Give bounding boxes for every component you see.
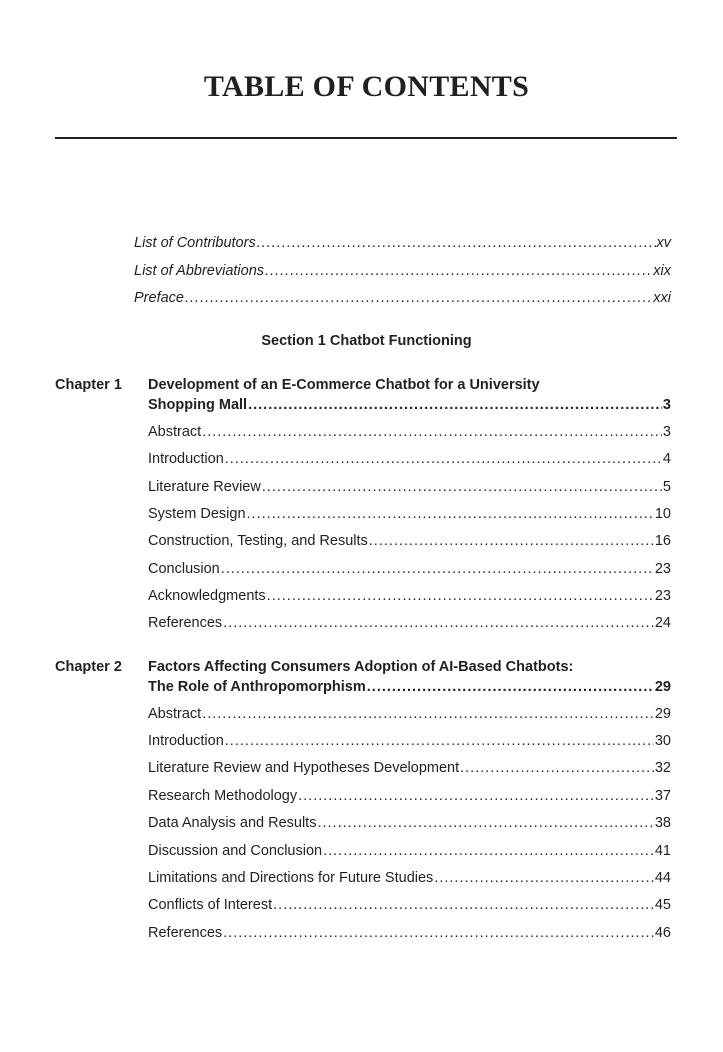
- title-divider: [55, 137, 677, 139]
- dot-leader: [248, 396, 662, 414]
- toc-entry-label: Research Methodology: [148, 788, 298, 804]
- dot-leader: [460, 759, 654, 777]
- chapter-title-text: Shopping Mall: [148, 397, 248, 413]
- toc-entry-abbreviations[interactable]: [134, 262, 671, 280]
- toc-entry-label: List of Contributors: [134, 235, 256, 251]
- dot-leader: [223, 924, 654, 942]
- chapter-title-line1[interactable]: Factors Affecting Consumers Adoption of AI-Based Chatbots:: [148, 659, 574, 675]
- toc-entry-label: Construction, Testing, and Results: [148, 533, 368, 549]
- chapter-page: 3: [662, 397, 671, 413]
- dot-leader: [185, 289, 652, 307]
- chapter-label: Chapter 2: [55, 659, 122, 675]
- toc-entry-label: System Design: [148, 506, 246, 522]
- toc-entry[interactable]: [148, 924, 671, 942]
- toc-entry-page: xxi: [653, 290, 671, 306]
- dot-leader: [273, 896, 654, 914]
- toc-entry-label: Abstract: [148, 424, 202, 440]
- toc-entry-page: 30: [654, 733, 671, 749]
- toc-entry-label: Preface: [134, 290, 184, 306]
- toc-entry[interactable]: [148, 423, 671, 441]
- toc-entry[interactable]: [148, 759, 671, 777]
- toc-entry-page: 10: [654, 506, 671, 522]
- toc-entry[interactable]: [148, 587, 671, 605]
- toc-entry-page: 29: [654, 706, 671, 722]
- toc-entry-label: Conclusion: [148, 561, 220, 577]
- dot-leader: [267, 587, 654, 605]
- toc-entry-label: References: [148, 615, 223, 631]
- toc-entry-page: 5: [662, 479, 671, 495]
- toc-entry-label: Limitations and Directions for Future Studies: [148, 870, 434, 886]
- toc-entry[interactable]: [148, 532, 671, 550]
- chapter-page: 29: [654, 679, 671, 695]
- toc-entry[interactable]: [148, 787, 671, 805]
- toc-entry[interactable]: [148, 814, 671, 832]
- toc-entry-label: Abstract: [148, 706, 202, 722]
- toc-entry-page: 3: [662, 424, 671, 440]
- toc-entry-page: 45: [654, 897, 671, 913]
- dot-leader: [225, 450, 662, 468]
- toc-entry[interactable]: [148, 505, 671, 523]
- toc-entry-page: 38: [654, 815, 671, 831]
- dot-leader: [317, 814, 653, 832]
- dot-leader: [225, 732, 654, 750]
- toc-entry[interactable]: [148, 450, 671, 468]
- chapter-title-line1[interactable]: Development of an E-Commerce Chatbot for a University: [148, 377, 540, 393]
- toc-entry-label: Literature Review and Hypotheses Development: [148, 760, 460, 776]
- toc-entry[interactable]: [148, 732, 671, 750]
- dot-leader: [223, 614, 654, 632]
- toc-entry-label: Introduction: [148, 733, 224, 749]
- toc-entry-label: Conflicts of Interest: [148, 897, 273, 913]
- page-title: TABLE OF CONTENTS: [203, 70, 530, 103]
- toc-entry-page: 46: [654, 925, 671, 941]
- toc-entry-page: xv: [656, 235, 671, 251]
- toc-entry-page: 23: [654, 561, 671, 577]
- toc-entry-page: 32: [654, 760, 671, 776]
- chapter-title-line2[interactable]: [148, 396, 671, 414]
- chapter-title-text: The Role of Anthropomorphism: [148, 679, 366, 695]
- dot-leader: [221, 560, 654, 578]
- toc-entry-page: 23: [654, 588, 671, 604]
- toc-entry-preface[interactable]: [134, 289, 671, 307]
- toc-entry-page: 41: [654, 843, 671, 859]
- dot-leader: [265, 262, 652, 280]
- toc-entry-label: Discussion and Conclusion: [148, 843, 323, 859]
- toc-entry-label: List of Abbreviations: [134, 263, 265, 279]
- toc-entry-label: References: [148, 925, 223, 941]
- toc-entry[interactable]: [148, 869, 671, 887]
- toc-entry[interactable]: [148, 705, 671, 723]
- dot-leader: [202, 423, 662, 441]
- chapter-title-line2[interactable]: [148, 678, 671, 696]
- dot-leader: [262, 478, 662, 496]
- toc-entry-label: Literature Review: [148, 479, 261, 495]
- toc-entry-page: xix: [653, 263, 671, 279]
- toc-entry-page: 44: [654, 870, 671, 886]
- dot-leader: [247, 505, 654, 523]
- dot-leader: [323, 842, 654, 860]
- toc-entry-page: 24: [654, 615, 671, 631]
- toc-entry[interactable]: [148, 478, 671, 496]
- toc-entry-contributors[interactable]: [134, 234, 671, 252]
- toc-entry-page: 37: [654, 788, 671, 804]
- dot-leader: [369, 532, 654, 550]
- dot-leader: [367, 678, 654, 696]
- toc-entry[interactable]: [148, 842, 671, 860]
- toc-entry-label: Acknowledgments: [148, 588, 266, 604]
- toc-entry-page: 4: [662, 451, 671, 467]
- dot-leader: [257, 234, 656, 252]
- dot-leader: [202, 705, 654, 723]
- toc-entry[interactable]: [148, 896, 671, 914]
- toc-entry[interactable]: [148, 560, 671, 578]
- section-heading: Section 1 Chatbot Functioning: [261, 333, 472, 349]
- chapter-label: Chapter 1: [55, 377, 122, 393]
- toc-entry-page: 16: [654, 533, 671, 549]
- dot-leader: [434, 869, 654, 887]
- toc-entry-label: Data Analysis and Results: [148, 815, 317, 831]
- toc-entry-label: Introduction: [148, 451, 224, 467]
- toc-entry[interactable]: [148, 614, 671, 632]
- dot-leader: [298, 787, 654, 805]
